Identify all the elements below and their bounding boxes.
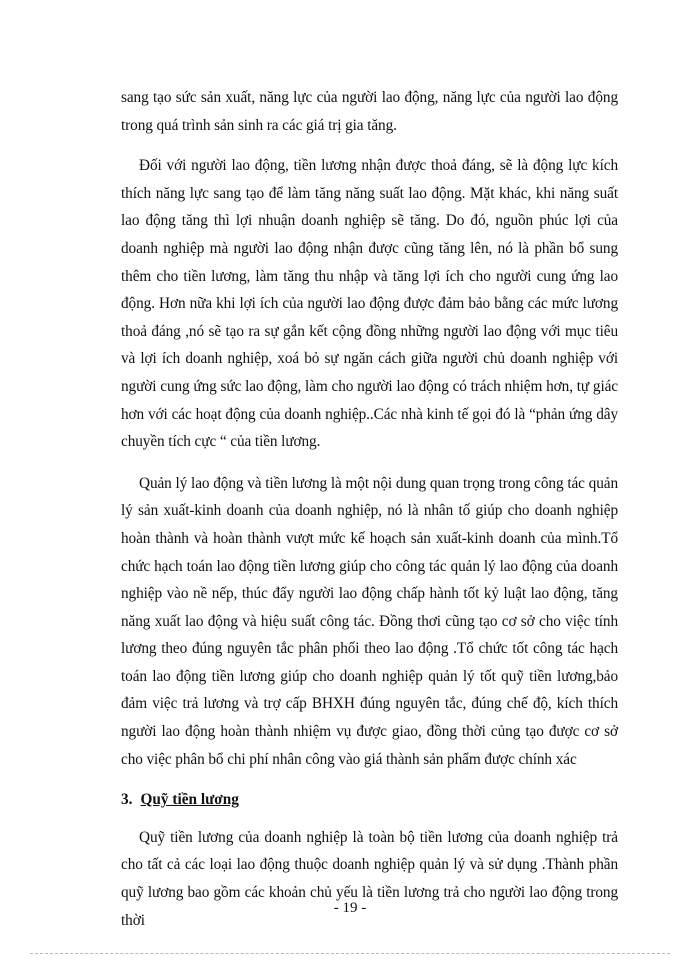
section-title: Quỹ tiền lương	[140, 791, 239, 809]
section-heading	[121, 786, 618, 814]
paragraph-salary-fund: Quỹ tiền lương của doanh nghiệp là toàn bộ tiền lương của doanh nghiệp trả cho tất cả các loại lao động thuộc doanh nghiệp quản lý và sử dụng .Thành phần quỹ lương bao gồm các khoản chủ yếu là tiền lương trả cho người lao động trong thời	[121, 828, 618, 929]
section-number: 3.	[121, 791, 133, 809]
page-content	[121, 84, 618, 934]
page-bottom-divider	[30, 953, 670, 954]
page-number: - 19 -	[333, 900, 367, 916]
paragraph-intro-continuation: sang tạo sức sản xuất, năng lực của người lao động, năng lực của người lao động trong quá trình sản sinh ra các giá trị gia tăng.	[121, 89, 618, 134]
paragraph-labor-management: Quản lý lao động và tiền lương là một nội dung quan trọng trong công tác quản lý sản xuất-kinh doanh của doanh nghiệp, nó là nhân tố giúp cho doanh nghiệp hoàn thành và hoàn thành vượt mức kế hoạch sản xuất-kinh doanh của mình.Tổ chức hạch toán lao động tiền lương giúp cho công tác quản lý lao động của doanh nghiệp vào nề nếp, thúc đẩy người lao động chấp hành tốt kỷ luật lao động, tăng năng xuất lao động và hiệu suất công tác. Đồng thơi cũng tạo cơ sở cho việc tính lương theo đúng nguyên tắc phân phối theo lao động .Tổ chức tốt công tác hạch toán lao động tiền lương giúp cho doanh nghiệp quản lý tốt quỹ tiền lương,bảo đảm việc trả lương và trợ cấp BHXH đúng nguyên tắc, đúng chế độ, kích thích người lao động hoàn thành nhiệm vụ được giao, đồng thời củng tạo được cơ sở cho việc phân bổ chi phí nhân công vào giá thành sản phẩm được chính xác	[121, 474, 618, 768]
paragraph-worker-benefits: Đối với người lao động, tiền lương nhận được thoả đáng, sẽ là động lực kích thích năng lực sang tạo để làm tăng năng suất lao động. Mặt khác, khi năng suất lao động tăng thì lợi nhuận doanh nghiệp sẽ tăng. Do đó, nguồn phúc lợi của doanh nghiệp mà người lao động nhận được cũng tăng lên, nó là phần bổ sung thêm cho tiền lương, làm tăng thu nhập và tăng lợi ích cho người cung ứng lao động. Hơn nữa khi lợi ích của người lao động được đảm bảo bằng các mức lương thoả đáng ,nó sẽ tạo ra sự gắn kết cộng đồng những người lao động với mục tiêu và lợi ích doanh nghiệp, xoá bỏ sự ngăn cách giữa người chủ doanh nghiệp với người cung ứng sức lao động, làm cho người lao động có trách nhiệm hơn, tự giác hơn với các hoạt động của doanh nghiệp..Các nhà kinh tế gọi đó là “phản ứng dây chuyền tích cực “ của tiền lương.	[121, 157, 618, 451]
